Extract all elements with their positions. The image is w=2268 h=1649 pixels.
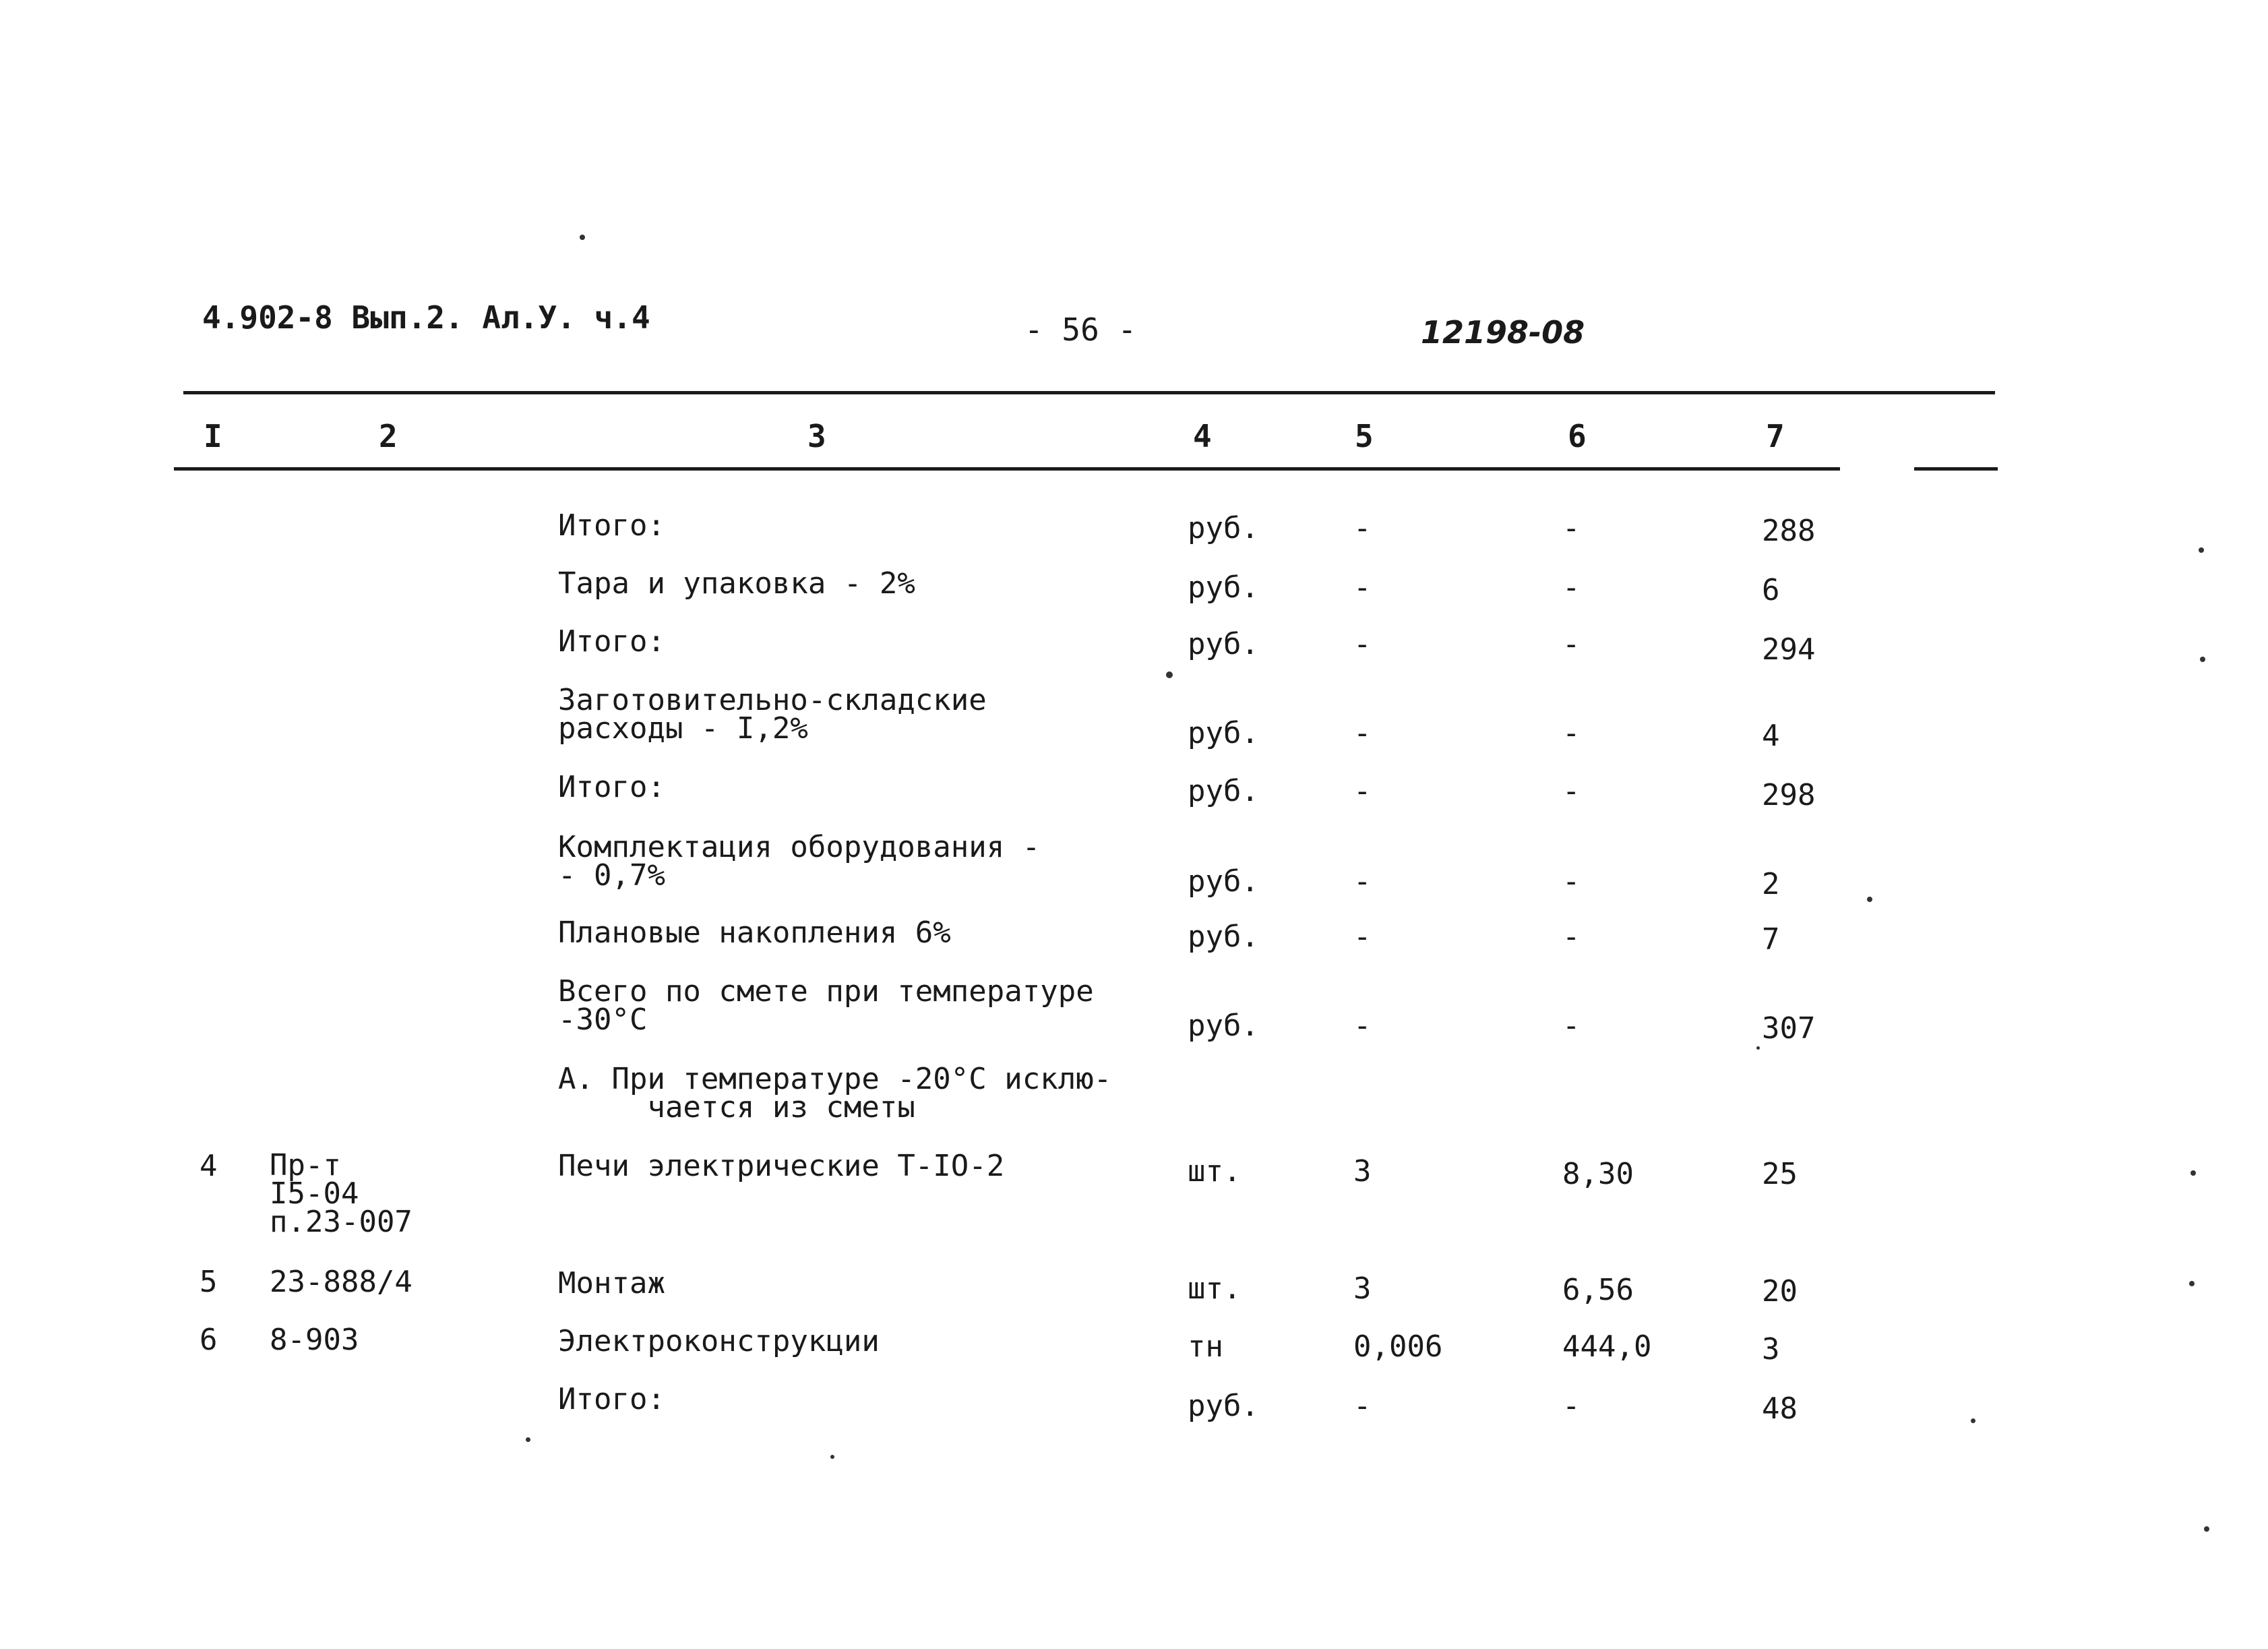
row-number: 4 xyxy=(200,1149,218,1183)
row-unit: шт. xyxy=(1188,1271,1242,1306)
scan-speck xyxy=(1971,1418,1975,1423)
scan-speck xyxy=(526,1437,530,1442)
row-price: - xyxy=(1562,864,1581,899)
column-number-6: 6 xyxy=(1568,418,1587,454)
row-quantity: 3 xyxy=(1353,1154,1372,1189)
row-unit: руб. xyxy=(1188,570,1259,605)
row-quantity: - xyxy=(1353,1389,1372,1423)
row-quantity: - xyxy=(1353,864,1372,899)
row-description: Тара и упаковка - 2% xyxy=(558,566,915,601)
column-number-3: 3 xyxy=(807,418,826,454)
row-quantity: - xyxy=(1353,511,1372,545)
column-number-5: 5 xyxy=(1355,418,1374,454)
row-reference: 8-903 xyxy=(270,1323,359,1357)
page-number: - 56 - xyxy=(1024,311,1137,348)
row-total: 4 xyxy=(1762,719,1780,753)
scan-speck xyxy=(2204,1526,2209,1532)
row-total: 2 xyxy=(1762,867,1780,901)
row-price: - xyxy=(1562,716,1581,750)
column-header-rule xyxy=(174,467,1840,471)
row-price: - xyxy=(1562,920,1581,954)
inventory-code: 12198-08 xyxy=(1421,314,1585,351)
scan-speck xyxy=(2189,1281,2195,1286)
row-unit: тн xyxy=(1188,1329,1223,1364)
table-top-rule xyxy=(183,391,1995,394)
document-reference: 4.902-8 Вып.2. Ал.У. ч.4 xyxy=(202,299,650,336)
row-number: 5 xyxy=(200,1265,218,1299)
row-description: Всего по смете при температуре -30°C xyxy=(558,974,1094,1037)
row-unit: руб. xyxy=(1188,1009,1259,1043)
row-quantity: - xyxy=(1353,1009,1372,1043)
scan-speck xyxy=(1756,1046,1760,1050)
row-total: 25 xyxy=(1762,1157,1798,1191)
column-number-4: 4 xyxy=(1193,418,1212,454)
row-price: - xyxy=(1562,1009,1581,1043)
row-total: 298 xyxy=(1762,778,1816,812)
row-description: Итого: xyxy=(558,1382,665,1416)
row-description: Заготовительно-складские расходы - I,2% xyxy=(558,683,987,746)
row-price: - xyxy=(1562,627,1581,661)
row-price: - xyxy=(1562,511,1581,545)
row-description: Печи электрические Т-IO-2 xyxy=(558,1149,1005,1183)
row-quantity: - xyxy=(1353,774,1372,808)
row-description: Итого: xyxy=(558,508,665,543)
row-price: - xyxy=(1562,570,1581,605)
row-quantity: - xyxy=(1353,920,1372,954)
row-price: 8,30 xyxy=(1562,1157,1634,1191)
row-unit: руб. xyxy=(1188,774,1259,808)
row-total: 7 xyxy=(1762,922,1780,957)
scan-speck xyxy=(1166,671,1173,678)
row-price: - xyxy=(1562,1389,1581,1423)
row-unit: руб. xyxy=(1188,716,1259,750)
column-header-rule-end xyxy=(1914,467,1998,471)
row-unit: руб. xyxy=(1188,627,1259,661)
scan-speck xyxy=(830,1455,834,1459)
row-price: - xyxy=(1562,774,1581,808)
row-total: 307 xyxy=(1762,1011,1816,1046)
row-quantity: - xyxy=(1353,627,1372,661)
row-total: 294 xyxy=(1762,632,1816,667)
row-price: 444,0 xyxy=(1562,1329,1652,1364)
scan-speck xyxy=(580,235,585,240)
row-number: 6 xyxy=(200,1323,218,1357)
row-total: 6 xyxy=(1762,573,1780,607)
row-total: 3 xyxy=(1762,1332,1780,1367)
row-total: 48 xyxy=(1762,1391,1798,1426)
row-description: Электроконструкции xyxy=(558,1324,880,1358)
row-unit: руб. xyxy=(1188,511,1259,545)
row-unit: руб. xyxy=(1188,920,1259,954)
row-quantity: 3 xyxy=(1353,1271,1372,1306)
column-number-2: 2 xyxy=(379,418,398,454)
row-unit: руб. xyxy=(1188,864,1259,899)
row-description: Итого: xyxy=(558,624,665,659)
row-quantity: 0,006 xyxy=(1353,1329,1443,1364)
row-unit: шт. xyxy=(1188,1154,1242,1189)
row-description: Комплектация оборудования - - 0,7% xyxy=(558,830,1041,893)
row-description: Итого: xyxy=(558,770,665,804)
row-reference: 23-888/4 xyxy=(270,1265,412,1299)
scan-speck xyxy=(2199,547,2204,553)
row-quantity: - xyxy=(1353,716,1372,750)
row-reference: Пр-т I5-04 п.23-007 xyxy=(270,1148,412,1239)
section-note: А. При температуре -20°C исклю- чается из сметы xyxy=(558,1062,1112,1125)
row-description: Плановые накопления 6% xyxy=(558,916,951,950)
row-total: 20 xyxy=(1762,1274,1798,1309)
row-total: 288 xyxy=(1762,514,1816,548)
row-quantity: - xyxy=(1353,570,1372,605)
scan-speck xyxy=(1867,897,1872,902)
column-number-1: I xyxy=(204,418,222,454)
scan-speck xyxy=(2200,657,2205,662)
scan-speck xyxy=(2190,1170,2196,1176)
row-description: Монтаж xyxy=(558,1266,665,1300)
column-number-7: 7 xyxy=(1766,418,1785,454)
row-price: 6,56 xyxy=(1562,1273,1634,1307)
row-unit: руб. xyxy=(1188,1389,1259,1423)
